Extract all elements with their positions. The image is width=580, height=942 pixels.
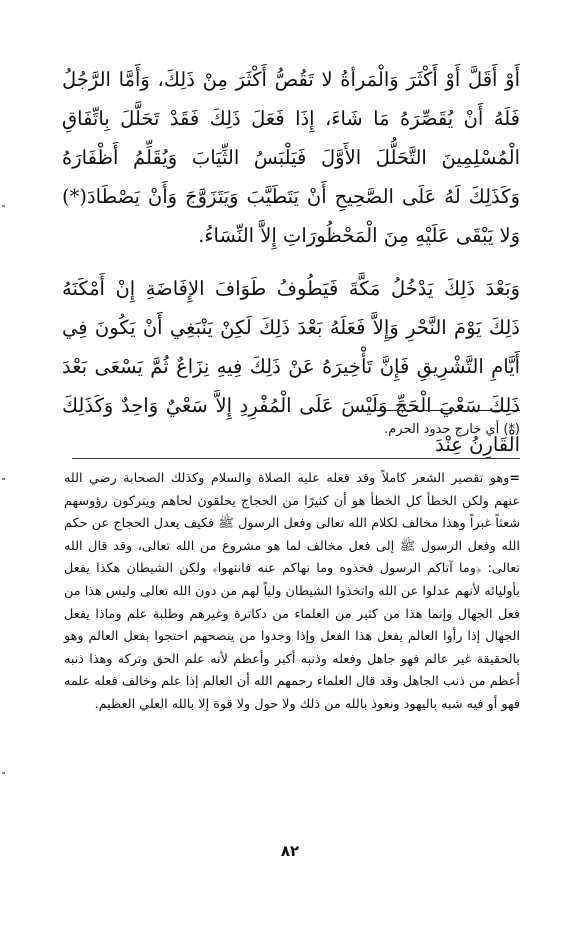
footnote-separator [362,410,520,411]
main-paragraph-2: وَبَعْدَ ذَلِكَ يَدْخُلُ مَكَّةَ فَيَطُوفُ طَوَافَ الإِفَاضَةِ إِنْ أَمْكَنَهُ ذَلِكَ يَوْمَ النَّحْرِ وَإِلاَّ فَعَلَهُ بَعْدَ ذَلِكَ لَكِنْ يَنْبَغِي أَنْ يَكُونَ فِي أَيَّامِ التَّشْرِيقِ فَإِنَّ تَأْخِيرَهُ عَنْ ذَلِكَ فِيهِ نِزَاعٌ ثُمَّ يَسْعَى بَعْدَ ذَلِكَ سَعْيَ الْحَجِّ وَلَيْسَ عَلَى الْمُفْرِدِ إِلاَّ سَعْيٌ وَاحِدٌ وَكَذَلِكَ الْقَارِنُ عِنْدَ [62,277,520,456]
main-paragraph-1: أَوْ أَقَلَّ أَوْ أَكْثَرَ وَالْمَرأةُ لا تَقُصُّ أَكْثَرَ مِنْ ذَلِكَ، وَأَمَّا الرَّجُلُ فَلَهُ أَنْ يُقَصِّرَهُ مَا شَاءَ، إِذَا فَعَلَ ذَلِكَ فَقَدْ تَحَلَّلَ بِاتِّفَاقِ الْمُسْلِمِينَ التَّحَلُّلَ الأَوَّلَ فَيَلْبَسُ الثِّيَابَ وَيُقَلِّمُ أَظْفَارَهُ وَكَذَلِكَ لَهُ عَلَى الصَّحِيحِ أَنْ يَتَطَيَّبَ وَيَتَزَوَّجَ وَأَنْ يَصْطَادَ(*) وَلا يَبْقَى عَلَيْهِ مِنَ الْمَحْظُورَاتِ إِلاَّ النِّسَاءُ. [62,68,520,247]
footnote: (*) أي خارج حدود الحرم. [384,422,520,437]
scan-edge-mark [2,205,5,207]
commentary-paragraph [64,468,520,717]
scan-edge-mark [2,478,5,480]
commentary-block [64,468,520,717]
page-number: ٨٢ [280,842,300,860]
commentary-divider [72,458,520,459]
commentary-text: وهو تقصير الشعر كاملاً وقد فعله عليه الصلاة والسلام وكذلك الصحابة رضي الله عنهم ولكن الخطأ كل الخطأ هو أن كثيرًا من الحجاج يحلقون لحاهم ويتركون رؤوسهم شعثاً غبراً وهذا مخالف لكلام الله تعالى وفعل الرسول ﷺ فكيف يعدل الحجاج عن حكم الله وفعل الرسول ﷺ إلى فعل مخالف لما هو مشروع من الله تعالى، وقد قال الله تعالى: ﴿وما آتاكم الرسول فخذوه وما نهاكم عنه فانتهوا﴾ ولكن الشيطان هكذا يفعل بأوليائه لأنهم عدلوا عن الله واتخذوا الشيطان ولياً لهم من دون الله تعالى وليس هذا من فعل الجهال وإنما هذا من كثير من العلماء من دكاترة وغيرهم وطلبة علم وماذا يفعل الجهال إذا رأوا العالم يفعل هذا الفعل وإذا وجدوا من ينصحهم احتجوا بفعل العالم وهو بالحقيقة غير عالم فهو جاهل وفعله وذنبه أكبر وأعظم لأنه علم الحق وتركه وهذا ذنبه أعظم من ذنب الجاهل وقد قال العلماء رحمهم الله أن العالم إذا علم وخالف فعله علمه فهو أو فيه شبه باليهود ونعوذ بالله من ذلك ولا حول ولا قوة إلا بالله العلي العظيم. [64,471,520,712]
main-text-block [62,60,520,464]
continuation-mark: = [509,471,520,486]
scan-edge-mark [2,772,5,774]
